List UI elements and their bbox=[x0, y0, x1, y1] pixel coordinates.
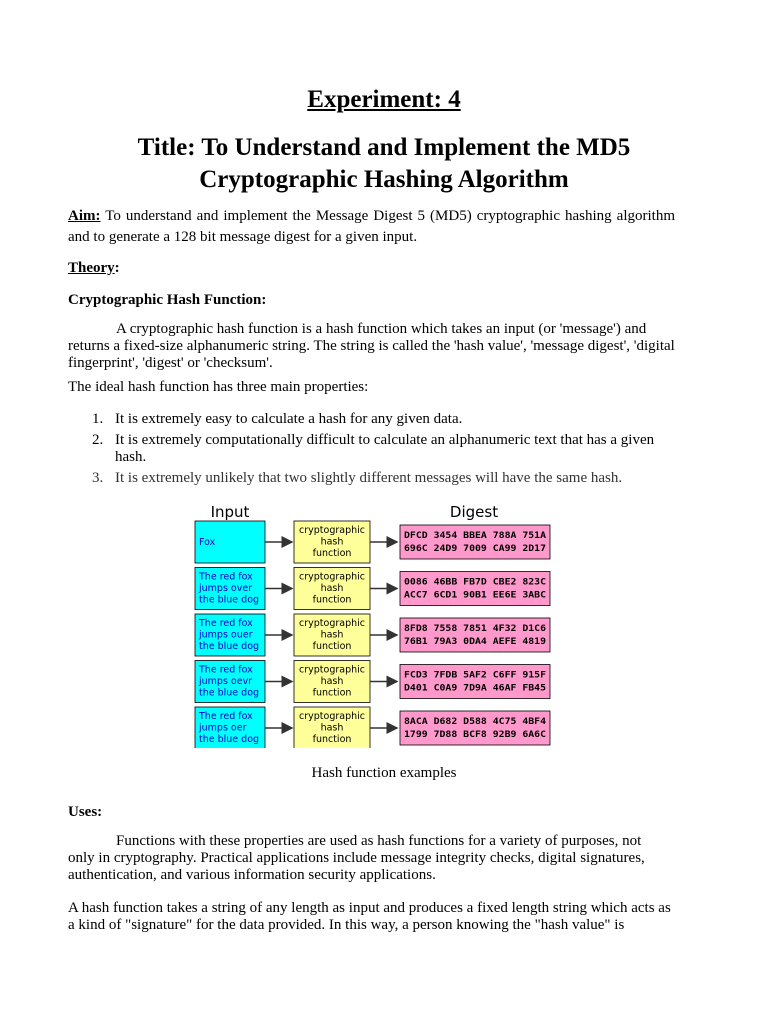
input-text: The red fox bbox=[199, 664, 253, 676]
digest-text: 0086 46BB FB7D CBE2 823C bbox=[404, 577, 546, 588]
function-text: cryptographic bbox=[299, 525, 365, 536]
digest-text: 8ACA D682 D588 4C75 4BF4 bbox=[404, 717, 546, 727]
hash-function-paragraph: A cryptographic hash function is a hash function which takes an input (or 'message') and returns a fixed-size alphanumeric string. The string is called the 'hash value', 'message digest', 'digital fingerprint', 'digest' or 'checksum'. bbox=[68, 321, 675, 371]
input-text: Fox bbox=[199, 537, 216, 548]
input-text: the blue dog bbox=[199, 734, 260, 745]
aim-paragraph bbox=[68, 206, 675, 248]
input-text: jumps ouer bbox=[199, 629, 253, 641]
function-text: hash bbox=[320, 583, 344, 594]
aim-label: Aim: bbox=[68, 208, 101, 224]
input-text: jumps over bbox=[199, 583, 253, 594]
function-text: hash bbox=[320, 722, 344, 734]
properties-list bbox=[68, 411, 688, 491]
function-text: cryptographic bbox=[299, 711, 365, 722]
diagram-row bbox=[195, 661, 550, 703]
input-text: the blue dog bbox=[199, 594, 260, 606]
function-text: function bbox=[312, 687, 352, 699]
hash-diagram bbox=[190, 498, 560, 748]
input-text: The red fox bbox=[199, 711, 253, 722]
title-line-1: Title: To Understand and Implement the MD5 bbox=[137, 134, 631, 161]
digest-text: 1799 7D88 BCF8 92B9 6A6C bbox=[404, 730, 546, 740]
digest-text: ACC7 6CD1 90B1 EE6E 3ABC bbox=[404, 590, 546, 601]
page-title bbox=[0, 132, 768, 196]
ideal-properties-intro: The ideal hash function has three main properties: bbox=[68, 379, 369, 395]
uses-heading: Uses: bbox=[68, 804, 103, 820]
hash-definition-paragraph: A hash function takes a string of any length as input and produces a fixed length string which acts as a kind of "signature" for the data provided. In this way, a person knowing the "hash value" is bbox=[68, 900, 671, 933]
experiment-heading: Experiment: 4 bbox=[307, 86, 461, 113]
theory-heading bbox=[68, 258, 675, 279]
uses-paragraph: Functions with these properties are used as hash functions for a variety of purposes, not only in cryptography. Practical applications include message integrity checks, digital signatures, authentication, and various information security applications. bbox=[68, 833, 645, 883]
function-text: function bbox=[312, 641, 352, 652]
function-text: function bbox=[312, 594, 352, 606]
digest-text: 696C 24D9 7009 CA99 2D17 bbox=[404, 544, 546, 554]
function-text: function bbox=[312, 734, 352, 745]
input-text: The red fox bbox=[199, 571, 253, 583]
list-item: 1. It is extremely easy to calculate a hash for any given data. bbox=[92, 411, 463, 427]
digest-text: D401 C0A9 7D9A 46AF FB45 bbox=[404, 683, 546, 694]
function-text: cryptographic bbox=[299, 618, 365, 629]
list-item: 3. It is extremely unlikely that two slightly different messages will have the same hash. bbox=[92, 470, 623, 486]
input-text: jumps oer bbox=[199, 722, 247, 734]
function-text: function bbox=[312, 548, 352, 559]
diagram-row bbox=[195, 614, 550, 656]
hash-function-heading: Cryptographic Hash Function: bbox=[68, 292, 267, 308]
list-item: 2. It is extremely computationally difficult to calculate an alphanumeric text that has a given hash. bbox=[92, 432, 655, 465]
theory-label: Theory bbox=[68, 260, 115, 276]
function-text: hash bbox=[320, 676, 344, 687]
function-text: hash bbox=[320, 629, 344, 641]
input-text: The red fox bbox=[199, 618, 253, 629]
digest-text: DFCD 3454 BBEA 788A 751A bbox=[404, 531, 547, 541]
function-text: hash bbox=[320, 536, 344, 548]
digest-text: 76B1 79A3 0DA4 AEFE 4819 bbox=[404, 637, 546, 647]
title-line-2: Cryptographic Hashing Algorithm bbox=[199, 166, 569, 193]
diagram-row bbox=[195, 568, 550, 610]
input-column-label: Input bbox=[210, 503, 250, 521]
function-text: cryptographic bbox=[299, 571, 365, 583]
input-text: the blue dog bbox=[199, 641, 260, 652]
digest-text: FCD3 7FDB 5AF2 C6FF 915F bbox=[404, 670, 546, 681]
diagram-row bbox=[195, 707, 550, 748]
input-text: jumps oevr bbox=[199, 676, 253, 687]
theory-colon: : bbox=[114, 260, 120, 276]
aim-text: To understand and implement the Message Digest 5 (MD5) cryptographic hashing algorithm and to generate a 128 bit message digest for a given input. bbox=[68, 208, 675, 245]
digest-column-label: Digest bbox=[449, 503, 499, 521]
diagram-row bbox=[195, 521, 550, 563]
input-text: the blue dog bbox=[199, 687, 260, 699]
digest-text: 8FD8 7558 7851 4F32 D1C6 bbox=[404, 624, 546, 634]
function-text: cryptographic bbox=[299, 664, 365, 676]
diagram-caption: Hash function examples bbox=[311, 765, 457, 781]
